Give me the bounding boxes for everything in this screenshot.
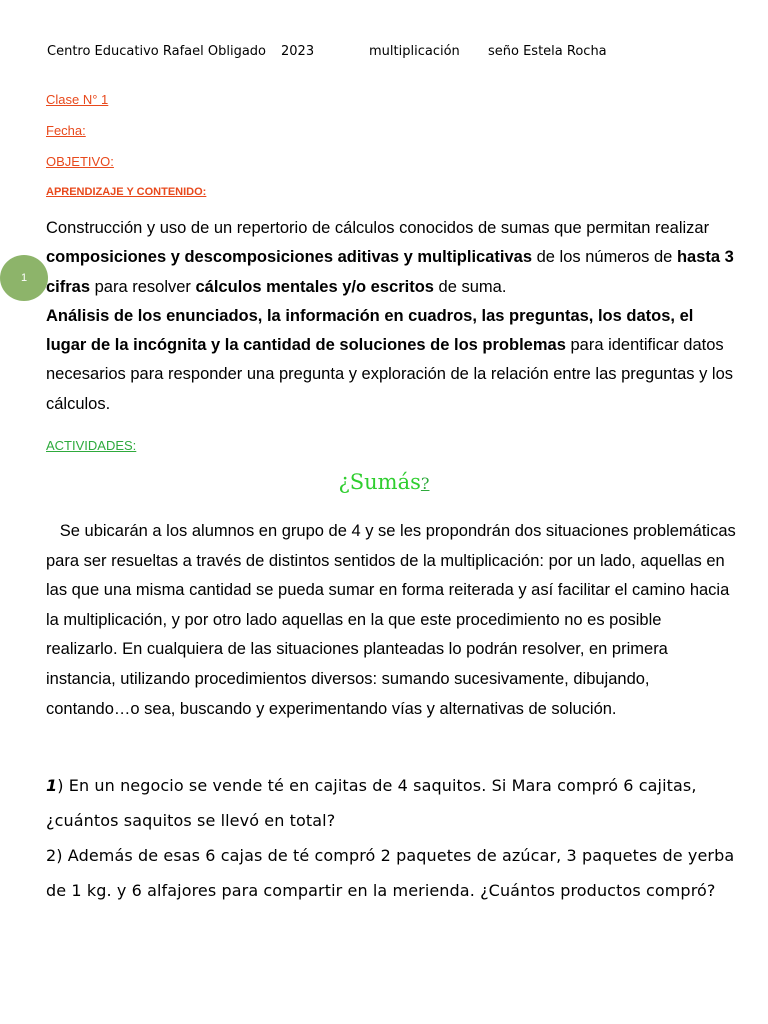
problem-1 xyxy=(46,768,736,838)
comment-marker-label: 1 xyxy=(20,272,28,284)
aprendizaje-label: APRENDIZAJE Y CONTENIDO: xyxy=(46,186,207,198)
problem-1-text: ) En un negocio se vende té en cajitas de 4 saquitos. Si Mara compró 6 cajitas, ¿cuántos saquitos se llevó en total? xyxy=(46,776,697,830)
activity-description xyxy=(46,517,736,724)
content-paragraph xyxy=(46,214,736,419)
content-text: de suma. xyxy=(433,277,507,296)
content-bold: hasta 3 cifras xyxy=(46,248,734,296)
objetivo-label: OBJETIVO: xyxy=(46,154,114,169)
content-text: de los números de xyxy=(532,248,677,267)
year: 2023 xyxy=(281,44,315,59)
content-bold: cálculos mentales y/o escritos xyxy=(195,277,434,296)
subject: multiplicación xyxy=(369,44,460,59)
content-bold: composiciones y descomposiciones aditivas y multiplicativas xyxy=(46,248,533,267)
content-text: para identificar datos necesarios para responder una pregunta y exploración de la relación entre las preguntas y los cálculos. xyxy=(46,336,734,413)
activity-title-question-mark: ? xyxy=(420,474,430,493)
problem-2-text: 2) Además de esas 6 cajas de té compró 2 paquetes de azúcar, 3 paquetes de yerba de 1 kg. y 6 alfajores para compartir en la merienda. ¿Cuántos productos compró? xyxy=(46,846,735,900)
clase-label: Clase N° 1 xyxy=(46,92,109,107)
activity-description-text: Se ubicarán a los alumnos en grupo de 4 y se les propondrán dos situaciones problemáticas para ser resueltas a través de distintos sentidos de la multiplicación: por un lado, aquellas en las que una misma cantidad se pueda sumar en forma reiterada y así facilitar el camino hacia la multiplicación, y por otro lado aquellas en la que este procedimiento no es posible realizarlo. En cualquiera de las situaciones planteadas lo podrán resolver, en primera instancia, utilizando procedimientos diversos: sumando sucesivamente, dibujando, contando…o sea, buscando y experimentando vías y alternativas de solución. xyxy=(46,522,736,718)
activity-title-text: ¿Sumás xyxy=(338,470,421,494)
content-bold: Análisis de los enunciados, la información en cuadros, las preguntas, los datos, el lugar de la incógnita y la cantidad de soluciones de los problemas xyxy=(46,306,694,355)
content-text: Construcción y uso de un repertorio de cálculos conocidos de sumas que permitan realizar xyxy=(46,219,710,237)
problem-1-number: 1 xyxy=(46,776,58,795)
activity-title xyxy=(0,470,768,494)
content-text: para resolver xyxy=(90,277,196,296)
problem-2 xyxy=(46,838,736,908)
comment-marker[interactable] xyxy=(0,255,48,301)
actividades-label: ACTIVIDADES: xyxy=(46,438,137,453)
fecha-label: Fecha: xyxy=(46,123,86,138)
school-name: Centro Educativo Rafael Obligado xyxy=(47,44,266,59)
teacher-name: seño Estela Rocha xyxy=(488,44,607,59)
